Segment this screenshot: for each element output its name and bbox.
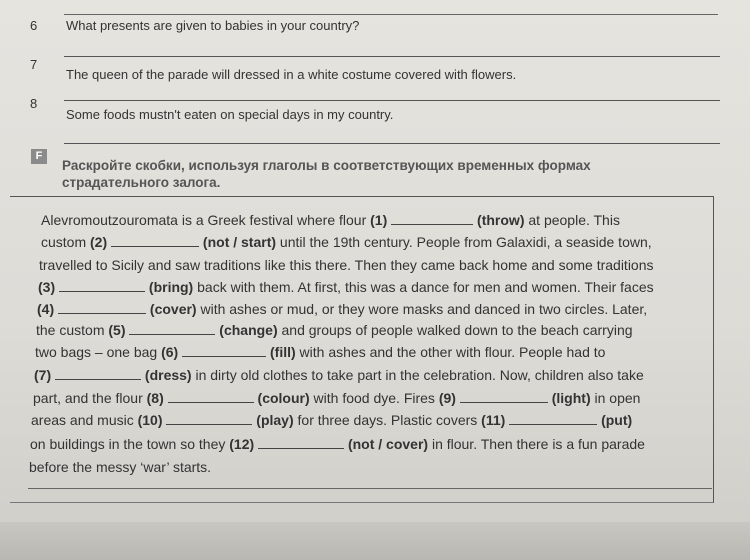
answer-blank-6[interactable] xyxy=(182,345,266,357)
answer-blank-1[interactable] xyxy=(391,213,473,225)
question-6 xyxy=(0,18,750,58)
answer-blank-11[interactable] xyxy=(509,413,597,425)
answer-blank-2[interactable] xyxy=(111,235,199,247)
question-number: 7 xyxy=(30,57,38,72)
exercise-badge: F xyxy=(31,149,47,164)
answer-blank-12[interactable] xyxy=(258,437,344,449)
answer-blank-8[interactable] xyxy=(168,391,254,403)
passage-line: (4) (cover) with ashes or mud, or they wore masks and danced in two circles. Later, xyxy=(37,301,648,317)
question-text: Some foods mustn't eaten on special days in my country. xyxy=(66,107,394,122)
question-text: The queen of the parade will dressed in a white costume covered with flowers. xyxy=(66,67,517,82)
question-number: 8 xyxy=(30,96,38,111)
question-7 xyxy=(0,57,750,97)
exercise-instruction: Раскройте скобки, используя глаголы в соответствующих временных формах страдательного залога. xyxy=(62,158,591,190)
question-number: 6 xyxy=(30,18,38,33)
page-edge xyxy=(0,522,750,560)
answer-blank-4[interactable] xyxy=(58,302,146,314)
passage-line: the custom (5) (change) and groups of people walked down to the beach carrying xyxy=(36,322,633,338)
passage-line: part, and the flour (8) (colour) with food dye. Fires (9) (light) in open xyxy=(33,390,641,406)
passage-line: (7) (dress) in dirty old clothes to take part in the celebration. Now, children also take xyxy=(34,367,644,383)
answer-line xyxy=(64,14,718,15)
passage-line: before the messy ‘war’ starts. xyxy=(29,459,212,475)
passage-line: on buildings in the town so they (12) (not / cover) in flour. Then there is a fun parade xyxy=(30,436,645,452)
answer-blank-7[interactable] xyxy=(55,368,141,380)
passage-line: two bags – one bag (6) (fill) with ashes and the other with flour. People had to xyxy=(35,344,606,360)
answer-line xyxy=(64,143,720,144)
passage-line: Alevromoutzouromata is a Greek festival where flour (1) (throw) at people. This xyxy=(41,212,620,228)
answer-blank-3[interactable] xyxy=(59,280,145,292)
question-8 xyxy=(0,96,750,136)
passage-line: custom (2) (not / start) until the 19th century. People from Galaxidi, a seaside town, xyxy=(41,234,652,250)
passage-line: travelled to Sicily and saw traditions like this there. Then they came back home and some traditions xyxy=(39,257,654,273)
answer-blank-10[interactable] xyxy=(166,413,252,425)
answer-blank-9[interactable] xyxy=(460,391,548,403)
passage-divider xyxy=(28,488,712,489)
answer-blank-5[interactable] xyxy=(129,323,215,335)
passage-line: areas and music (10) (play) for three days. Plastic covers (11) (put) xyxy=(31,412,633,428)
passage-line: (3) (bring) back with them. At first, this was a dance for men and women. Their faces xyxy=(38,279,654,295)
question-text: What presents are given to babies in your country? xyxy=(66,18,360,33)
